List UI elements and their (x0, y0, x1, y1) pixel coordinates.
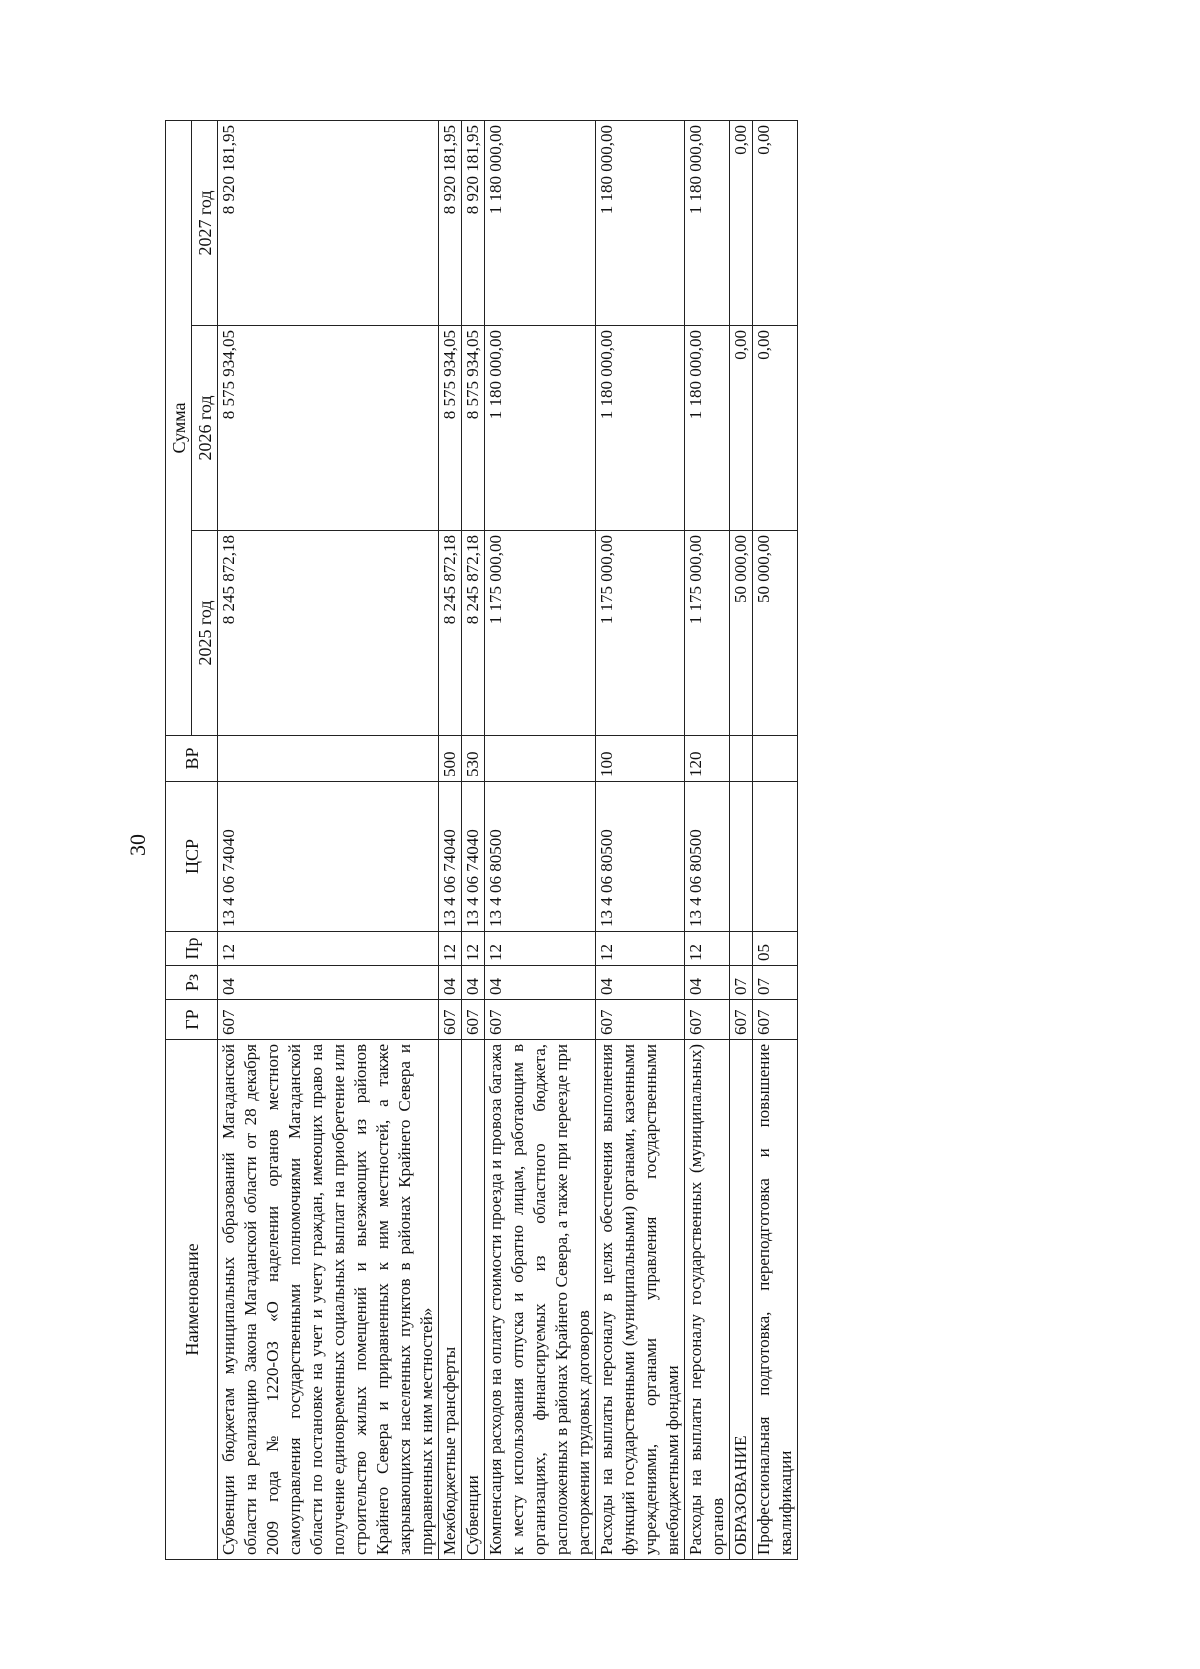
row-pr: 05 (753, 932, 798, 966)
header-sum: Сумма (166, 120, 192, 735)
row-2027: 1 180 000,00 (685, 120, 730, 325)
table-row (439, 120, 462, 1559)
table-row (218, 120, 439, 1559)
row-vr: 500 (439, 736, 462, 782)
budget-table (165, 120, 798, 1560)
row-vr (485, 736, 596, 782)
row-name: Профессиональная подготовка, переподготовка и повышение квалификации (753, 1040, 798, 1560)
row-pr: 12 (485, 932, 596, 966)
row-name: Субвенции (462, 1040, 485, 1560)
row-2026: 1 180 000,00 (596, 326, 685, 531)
row-2026: 8 575 934,05 (439, 326, 462, 531)
row-vr (730, 736, 753, 782)
row-vr (753, 736, 798, 782)
row-gr: 607 (485, 1000, 596, 1040)
row-2025: 8 245 872,18 (218, 531, 439, 736)
row-gr: 607 (753, 1000, 798, 1040)
row-2025: 1 175 000,00 (685, 531, 730, 736)
row-csr: 13 4 06 74040 (462, 782, 485, 932)
header-2026: 2026 год (192, 326, 218, 531)
table-row (485, 120, 596, 1559)
row-2027: 1 180 000,00 (596, 120, 685, 325)
row-csr (730, 782, 753, 932)
row-csr: 13 4 06 74040 (218, 782, 439, 932)
table-row (753, 120, 798, 1559)
row-gr: 607 (685, 1000, 730, 1040)
row-2027: 0,00 (730, 120, 753, 325)
header-name: Наименование (166, 1040, 218, 1560)
row-csr: 13 4 06 80500 (596, 782, 685, 932)
table-row (462, 120, 485, 1559)
row-rz: 04 (218, 966, 439, 1000)
row-gr: 607 (462, 1000, 485, 1040)
row-rz: 07 (753, 966, 798, 1000)
row-name: Расходы на выплаты персоналу в целях обеспечения выполнения функций государственными (муниципальными) органами, казенными учреждениями, органами управления государственными внебюджетными фондами (596, 1040, 685, 1560)
row-2026: 1 180 000,00 (685, 326, 730, 531)
row-2027: 8 920 181,95 (218, 120, 439, 325)
header-gr: ГР (166, 1000, 218, 1040)
row-2025: 50 000,00 (730, 531, 753, 736)
header-vr: ВР (166, 736, 218, 782)
row-2025: 50 000,00 (753, 531, 798, 736)
row-2025: 8 245 872,18 (439, 531, 462, 736)
row-2027: 8 920 181,95 (439, 120, 462, 325)
row-2026: 8 575 934,05 (462, 326, 485, 531)
row-vr (218, 736, 439, 782)
row-2026: 8 575 934,05 (218, 326, 439, 531)
row-rz: 04 (685, 966, 730, 1000)
header-2027: 2027 год (192, 120, 218, 325)
header-rz: Рз (166, 966, 218, 1000)
row-csr: 13 4 06 80500 (685, 782, 730, 932)
table-row (685, 120, 730, 1559)
row-2027: 1 180 000,00 (485, 120, 596, 325)
row-csr (753, 782, 798, 932)
row-name: Межбюджетные трансферты (439, 1040, 462, 1560)
header-csr: ЦСР (166, 782, 218, 932)
row-pr: 12 (462, 932, 485, 966)
row-2027: 8 920 181,95 (462, 120, 485, 325)
page-number: 30 (125, 834, 150, 856)
row-vr: 120 (685, 736, 730, 782)
row-rz: 07 (730, 966, 753, 1000)
row-name: Расходы на выплаты персоналу государственных (муниципальных) органов (685, 1040, 730, 1560)
row-2025: 1 175 000,00 (485, 531, 596, 736)
row-vr: 100 (596, 736, 685, 782)
row-rz: 04 (596, 966, 685, 1000)
table-row (596, 120, 685, 1559)
row-pr: 12 (439, 932, 462, 966)
row-gr: 607 (439, 1000, 462, 1040)
row-2026: 0,00 (730, 326, 753, 531)
row-name: Компенсация расходов на оплату стоимости проезда и провоза багажа к месту использования отпуска и обратно лицам, работающим в организациях, финансируемых из областного бюджета, расположенных в районах Крайнего Севера, а также при переезде при расторжении трудовых договоров (485, 1040, 596, 1560)
row-2027: 0,00 (753, 120, 798, 325)
row-2025: 8 245 872,18 (462, 531, 485, 736)
row-rz: 04 (485, 966, 596, 1000)
row-rz: 04 (439, 966, 462, 1000)
row-pr: 12 (218, 932, 439, 966)
row-rz: 04 (462, 966, 485, 1000)
row-name: ОБРАЗОВАНИЕ (730, 1040, 753, 1560)
row-pr: 12 (596, 932, 685, 966)
row-2026: 0,00 (753, 326, 798, 531)
row-gr: 607 (730, 1000, 753, 1040)
table-row (730, 120, 753, 1559)
row-vr: 530 (462, 736, 485, 782)
row-csr: 13 4 06 74040 (439, 782, 462, 932)
header-pr: Пр (166, 932, 218, 966)
row-pr: 12 (685, 932, 730, 966)
row-csr: 13 4 06 80500 (485, 782, 596, 932)
row-name: Субвенции бюджетам муниципальных образований Магаданской области на реализацию Закона Магаданской области от 28 декабря 2009 года № 1220-ОЗ «О наделении органов местного самоуправления государственными полномочиями Магаданской области по постановке на учет и учету граждан, имеющих право на получение единовременных социальных выплат на приобретение или строительство жилых помещений и выезжающих из районов Крайнего Севера и приравненных к ним местностей, а также закрывающихся населенных пунктов в районах Крайнего Севера и приравненных к ним местностей» (218, 1040, 439, 1560)
row-pr (730, 932, 753, 966)
row-2026: 1 180 000,00 (485, 326, 596, 531)
row-gr: 607 (596, 1000, 685, 1040)
row-2025: 1 175 000,00 (596, 531, 685, 736)
header-2025: 2025 год (192, 531, 218, 736)
budget-table-rotated (165, 120, 1010, 1560)
row-gr: 607 (218, 1000, 439, 1040)
